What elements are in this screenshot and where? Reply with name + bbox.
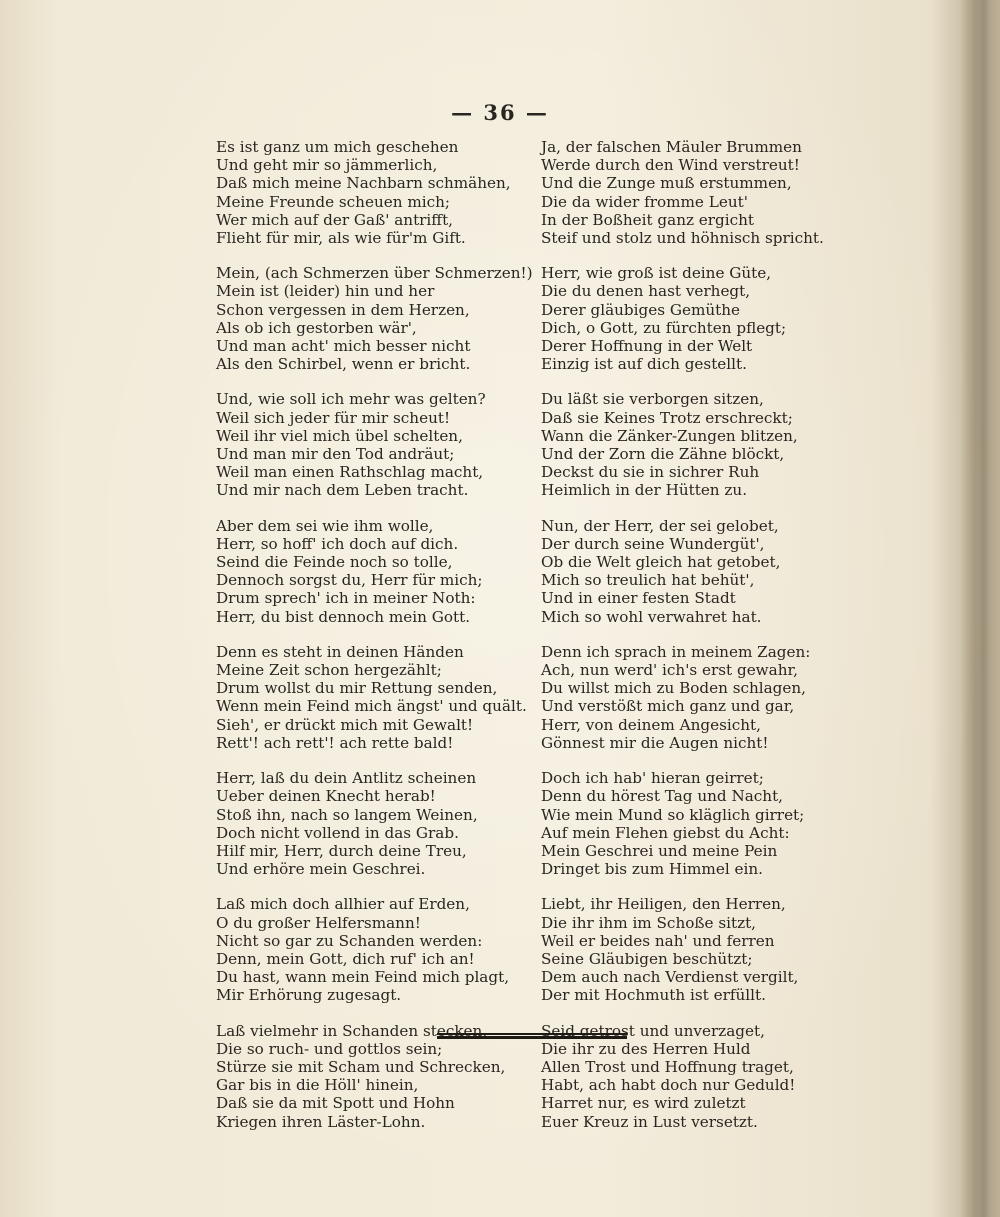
verse-line: Seine Gläubigen beschützt; — [541, 949, 753, 968]
verse-line: Drum wollst du mir Rettung senden, — [216, 679, 498, 698]
verse-line: Euer Kreuz in Lust versetzt. — [541, 1112, 758, 1131]
verse-line: Der mit Hochmuth ist erfüllt. — [541, 986, 766, 1005]
verse-line: Heimlich in der Hütten zu. — [541, 481, 748, 500]
verse-line: Der durch seine Wundergüt', — [541, 534, 765, 553]
verse-line: Mein Geschrei und meine Pein — [541, 841, 778, 860]
verse-line: Wer mich auf der Gaß' antrifft, — [216, 210, 454, 229]
verse-line: Ja, der falschen Mäuler Brummen — [541, 138, 802, 156]
verse-line: Wann die Zänker-Zungen blitzen, — [541, 426, 798, 445]
verse-line: Und die Zunge muß erstummen, — [541, 174, 792, 193]
verse-line: Weil sich jeder für mir scheut! — [216, 408, 451, 427]
verse-line: Ueber deinen Knecht herab! — [216, 787, 436, 806]
stanza — [216, 138, 516, 247]
verse-line: Und der Zorn die Zähne blöckt, — [541, 445, 785, 464]
verse-line: Einzig ist auf dich gestellt. — [541, 355, 747, 374]
verse-line: Mir Erhörung zugesagt. — [216, 986, 402, 1005]
page-number: — 36 — — [451, 100, 549, 125]
verse-line: Wenn mein Feind mich ängst' und quält. — [216, 697, 527, 716]
verse-line: Laß mich doch allhier auf Erden, — [216, 895, 470, 914]
verse-line: Seid getrost und unverzaget, — [541, 1021, 765, 1040]
verse-line: Denn, mein Gott, dich ruf' ich an! — [216, 949, 475, 968]
verse-line: Meine Freunde scheuen mich; — [216, 192, 450, 211]
verse-line: Steif und stolz und höhnisch spricht. — [541, 229, 824, 248]
stanza — [541, 138, 824, 248]
verse-line: Stoß ihn, nach so langem Weinen, — [216, 805, 478, 824]
verse-line: Liebt, ihr Heiligen, den Herren, — [541, 895, 786, 914]
verse-line: Doch ich hab' hieran geirret; — [541, 769, 764, 788]
verse-line: Und erhöre mein Geschrei. — [216, 860, 426, 879]
verse-line: Weil er beides nah' und ferren — [541, 931, 775, 950]
verse-line: Allen Trost und Hoffnung traget, — [541, 1057, 794, 1076]
verse-line: Weil ihr viel mich übel schelten, — [216, 426, 463, 445]
verse-line: Doch nicht vollend in das Grab. — [216, 823, 459, 842]
verse-line: Als ob ich gestorben wär', — [216, 318, 417, 337]
verse-line: Und geht mir so jämmerlich, — [216, 156, 438, 175]
verse-line: Du hast, wann mein Feind mich plagt, — [216, 968, 510, 987]
verse-line: Ach, nun werd' ich's erst gewahr, — [541, 661, 798, 680]
verse-line: Die da wider fromme Leut' — [541, 192, 748, 211]
verse-line: Denn ich sprach in meinem Zagen: — [541, 642, 811, 661]
verse-line: Ob die Welt gleich hat getobet, — [541, 553, 781, 572]
stanza — [216, 642, 527, 752]
verse-line: Herr, von deinem Angesicht, — [541, 715, 761, 734]
left-column — [216, 138, 533, 1148]
stanza — [541, 517, 801, 626]
verse-line: Aber dem sei wie ihm wolle, — [216, 516, 434, 535]
stanza — [216, 390, 516, 499]
verse-line: Habt, ach habt doch nur Geduld! — [541, 1076, 796, 1095]
verse-line: Derer gläubiges Gemüthe — [541, 300, 741, 319]
verse-line: Laß vielmehr in Schanden stecken, — [216, 1021, 488, 1040]
verse-line: Und mir nach dem Leben tracht. — [216, 481, 469, 500]
verse-line: Gar bis in die Höll' hinein, — [216, 1076, 419, 1095]
verse-line: Wie mein Mund so kläglich girret; — [541, 805, 805, 824]
verse-line: Harret nur, es wird zuletzt — [541, 1094, 746, 1113]
verse-line: Herr, laß du dein Antlitz scheinen — [216, 769, 477, 788]
verse-line: Die ihr ihm im Schoße sitzt, — [541, 913, 757, 932]
verse-line: Gönnest mir die Augen nicht! — [541, 733, 769, 752]
right-column — [541, 138, 824, 1148]
verse-line: Daß sie Keines Trotz erschreckt; — [541, 408, 793, 427]
verse-line: Schon vergessen in dem Herzen, — [216, 300, 470, 319]
verse-line: Deckst du sie in sichrer Ruh — [541, 463, 760, 482]
verse-line: Weil man einen Rathschlag macht, — [216, 463, 484, 482]
verse-line: Sieh', er drückt mich mit Gewalt! — [216, 715, 474, 734]
verse-line: Dringet bis zum Himmel ein. — [541, 860, 763, 879]
verse-line: Flieht für mir, als wie für'm Gift. — [216, 229, 466, 248]
verse-line: Herr, so hoff' ich doch auf dich. — [216, 534, 459, 553]
stanza — [541, 895, 801, 1004]
verse-line: Denn es steht in deinen Händen — [216, 642, 464, 661]
stanza — [216, 769, 516, 878]
verse-line: Die ihr zu des Herren Huld — [541, 1039, 751, 1058]
verse-line: Es ist ganz um mich geschehen — [216, 138, 459, 156]
verse-line: Drum sprech' ich in meiner Noth: — [216, 589, 476, 608]
verse-line: Dennoch sorgst du, Herr für mich; — [216, 571, 483, 590]
verse-line: Stürze sie mit Scham und Schrecken, — [216, 1057, 506, 1076]
verse-line: Du läßt sie verborgen sitzen, — [541, 390, 764, 409]
verse-line: Als den Schirbel, wenn er bricht. — [216, 355, 471, 374]
verse-line: Werde durch den Wind verstreut! — [541, 156, 800, 175]
verse-line: Dich, o Gott, zu fürchten pflegt; — [541, 318, 787, 337]
stanza — [216, 517, 516, 626]
verse-line: Du willst mich zu Boden schlagen, — [541, 679, 807, 698]
verse-line: Mich so wohl verwahret hat. — [541, 607, 762, 626]
verse-line: Rett'! ach rett'! ach rette bald! — [216, 733, 454, 752]
verse-line: Und in einer festen Stadt — [541, 589, 736, 608]
verse-line: Und man acht' mich besser nicht — [216, 337, 471, 356]
verse-line: Die du denen hast verhegt, — [541, 282, 751, 301]
verse-line: Und, wie soll ich mehr was gelten? — [216, 390, 486, 409]
verse-line: Seind die Feinde noch so tolle, — [216, 553, 453, 572]
verse-line: Mich so treulich hat behüt', — [541, 571, 755, 590]
verse-line: Nun, der Herr, der sei gelobet, — [541, 516, 779, 535]
verse-line: Mein ist (leider) hin und her — [216, 282, 435, 301]
verse-line: Nicht so gar zu Schanden werden: — [216, 931, 483, 950]
verse-line: Hilf mir, Herr, durch deine Treu, — [216, 841, 467, 860]
verse-line: Daß sie da mit Spott und Hohn — [216, 1094, 455, 1113]
verse-line: Herr, du bist dennoch mein Gott. — [216, 607, 471, 626]
verse-line: O du großer Helfersmann! — [216, 913, 421, 932]
verse-line: Kriegen ihren Läster-Lohn. — [216, 1112, 426, 1131]
verse-line: Meine Zeit schon hergezählt; — [216, 661, 442, 680]
stanza — [216, 895, 516, 1004]
verse-line: Herr, wie groß ist deine Güte, — [541, 264, 772, 283]
stanza — [541, 769, 805, 879]
verse-line: Daß mich meine Nachbarn schmähen, — [216, 174, 511, 193]
verse-line: In der Boßheit ganz ergicht — [541, 210, 755, 229]
verse-line: Denn du hörest Tag und Nacht, — [541, 787, 784, 806]
closing-rule — [437, 1033, 627, 1039]
verse-line: Derer Hoffnung in der Welt — [541, 337, 753, 356]
binding-shadow — [960, 0, 1000, 1217]
verse-line: Die so ruch- und gottlos sein; — [216, 1039, 443, 1058]
stanza — [216, 264, 533, 374]
stanza — [541, 642, 811, 752]
verse-line: Und verstößt mich ganz und gar, — [541, 697, 795, 716]
verse-line: Auf mein Flehen giebst du Acht: — [541, 823, 790, 842]
stanza — [541, 264, 801, 373]
verse-line: Mein, (ach Schmerzen über Schmerzen!) — [216, 264, 533, 283]
stanza — [541, 390, 801, 499]
verse-line: Und man mir den Tod andräut; — [216, 445, 455, 464]
verse-line: Dem auch nach Verdienst vergilt, — [541, 968, 799, 987]
